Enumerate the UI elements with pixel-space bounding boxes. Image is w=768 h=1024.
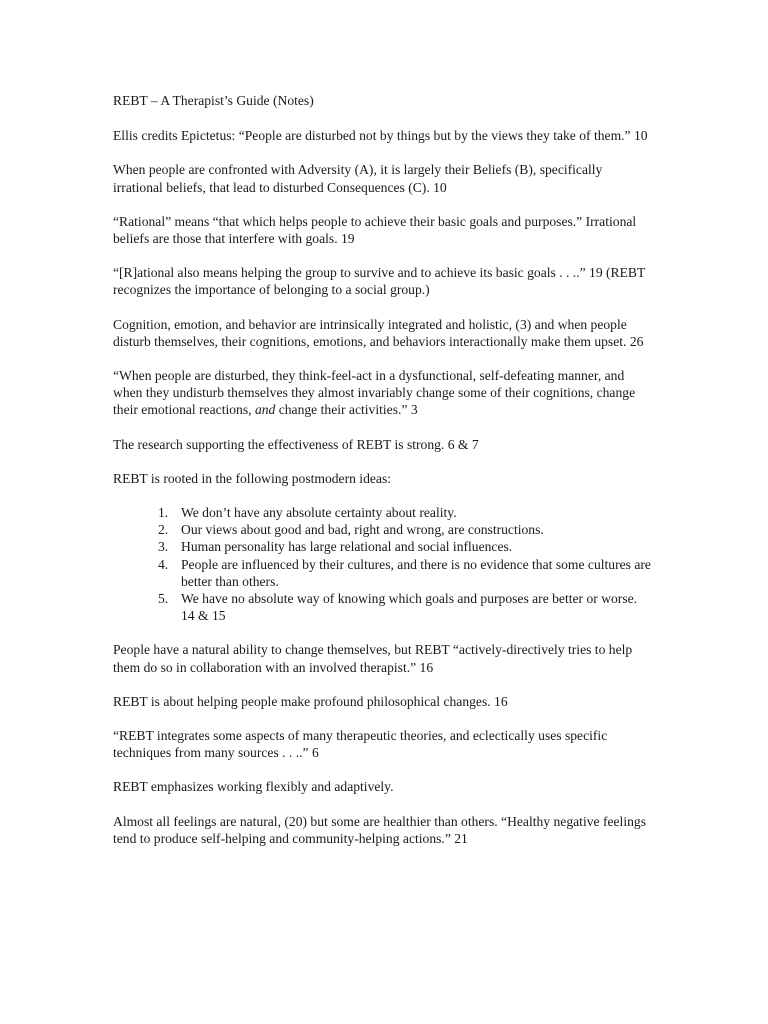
note-paragraph: People have a natural ability to change themselves, but REBT “actively-directively tries to help them do so in collaboration with an involved therapist.” 16 [113, 642, 633, 675]
list-item [158, 538, 653, 555]
quote-emphasis: and [254, 402, 276, 418]
quote-text-end: change their activities.” 3 [275, 402, 418, 418]
document-title: REBT – A Therapist’s Guide (Notes) [113, 93, 314, 108]
list-item-text: We have no absolute way of knowing which goals and purposes are better or worse. 14 & 15 [181, 591, 638, 624]
list-item [158, 556, 653, 590]
list-number: 2. [158, 522, 169, 538]
note-paragraph: Almost all feelings are natural, (20) but some are healthier than others. “Healthy negative feelings tend to produce self-helping and community-helping actions.” 21 [113, 813, 646, 846]
quote-paragraph [113, 367, 653, 419]
quote-text-start: “When people are disturbed, they think-feel-act in a dysfunctional, self-defeating manner, and when they undisturb themselves they almost invariably change some of their cognitions, change their emotional reactions, [113, 368, 636, 418]
list-item-text: Our views about good and bad, right and wrong, are constructions. [181, 522, 544, 538]
note-paragraph: Cognition, emotion, and behavior are intrinsically integrated and holistic, (3) and when people disturb themselves, their cognitions, emotions, and behaviors interactionally make them upset. 26 [113, 316, 644, 349]
list-intro: REBT is rooted in the following postmodern ideas: [113, 470, 392, 486]
note-paragraph: Ellis credits Epictetus: “People are disturbed not by things but by the views they take of them.” 10 [113, 128, 648, 144]
note-paragraph: “Rational” means “that which helps people to achieve their basic goals and purposes.” Irrational beliefs are those that interfere with goals. 19 [113, 213, 637, 247]
postmodern-ideas-list [113, 504, 653, 624]
note-paragraph: When people are confronted with Adversity (A), it is largely their Beliefs (B), specifically irrational beliefs, that lead to disturbed Consequences (C). 10 [113, 162, 603, 195]
list-number: 3. [158, 539, 169, 555]
list-number: 5. [158, 591, 169, 607]
list-item-text: Human personality has large relational and social influences. [181, 539, 513, 555]
list-item [158, 590, 653, 624]
note-paragraph: REBT is about helping people make profound philosophical changes. 16 [113, 693, 508, 709]
list-number: 1. [158, 505, 169, 521]
list-item [158, 521, 653, 538]
note-paragraph: “REBT integrates some aspects of many therapeutic theories, and eclectically uses specific techniques from many sources . . ..” 6 [113, 728, 608, 761]
note-paragraph: The research supporting the effectiveness of REBT is strong. 6 & 7 [113, 436, 479, 452]
note-paragraph: REBT emphasizes working flexibly and adaptively. [113, 779, 394, 795]
list-item [158, 504, 653, 521]
document-page [113, 92, 653, 864]
note-paragraph: “[R]ational also means helping the group to survive and to achieve its basic goals . . ..” 19 (REBT recognizes the importance of belonging to a social group.) [113, 265, 646, 298]
list-item-text: We don’t have any absolute certainty about reality. [181, 505, 457, 521]
list-number: 4. [158, 556, 169, 572]
list-item-text: People are influenced by their cultures, and there is no evidence that some cultures are better than others. [181, 556, 651, 589]
